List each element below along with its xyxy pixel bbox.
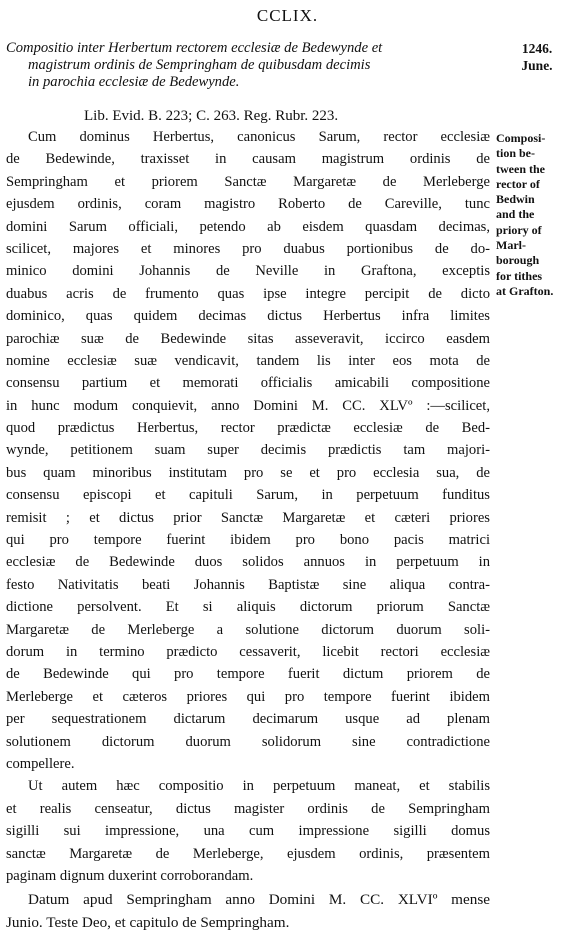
margin-note [496,131,574,299]
text-line: dictione persolvent. Et si aliquis dictorum priorum Sanctæ [6,599,490,616]
chapter-number: CCLIX. [256,6,319,25]
text-line: Datum apud Sempringham anno Domini M. CC. XLVIº mense [28,891,490,909]
text-line: festo Nativitatis beati Johannis Baptistæ sine aliqua contra- [6,576,490,593]
margin-note-line: rector of [496,176,540,191]
text-line: qui pro tempore fuerint ibidem pro bono pacis matrici [6,532,490,549]
text-line: wynde, petitionem suam super decimis prædictis tam majori- [6,442,490,459]
text-line: dorum in termino prædicto cessaverit, licebit rectori ecclesiæ [6,643,490,660]
document-heading [6,40,496,91]
text-line: Junio. Teste Deo, et capitulo de Sempringham. [6,913,290,931]
date-note [506,40,568,74]
text-line: parochiæ suæ de Bedewinde sitas asseveravit, iccirco easdem [6,330,490,347]
text-line: per sequestrationem dictarum decimarum usque ad plenam [6,711,490,728]
margin-note-line: at Grafton. [496,283,554,298]
heading-line: Compositio inter Herbertum rectorem ecclesiæ de Bedewynde et [6,40,383,56]
text-line: solutionem dictorum duorum solidorum sine contradictione [6,733,490,750]
text-line: compellere. [6,755,75,772]
text-line: consensu partium et memorati officialis amicabili compositione [6,375,490,392]
margin-note-line: for tithes [496,268,543,283]
text-line: bus quam minoribus institutam pro se et pro ecclesia sua, de [6,464,490,481]
text-line: minico domini Johannis de Neville in Graftona, exceptis [6,263,490,280]
text-line: domini Sarum officiali, petendo ab eisdem quasdam decimas, [6,218,490,235]
margin-note-line: tween the [496,161,545,176]
margin-note-line: priory of [496,222,542,237]
text-line: consensu episcopi et capituli Sarum, in perpetuum funditus [6,487,490,504]
text-line: Merleberge et cæteros priores qui pro tempore fuerint ibidem [6,688,490,705]
source-references: Lib. Evid. B. 223; C. 263. Reg. Rubr. 223. [84,108,339,124]
margin-note-line: Bedwin [496,192,535,207]
text-line: duabus acris de frumento quas ipse integre percipit de dicto [6,285,490,302]
text-line: de Bedewinde qui pro tempore fuerit dictum priorem de [6,666,490,683]
margin-note-line: and the [496,207,535,222]
text-line: de Bedewinde, traxisset in causam magistrum ordinis de [6,151,490,168]
text-line: Cum dominus Herbertus, canonicus Sarum, rector ecclesiæ [28,129,490,145]
text-line: Ut autem hæc compositio in perpetuum maneat, et stabilis [28,778,490,795]
margin-note-line: Composi- [496,131,546,145]
text-line: ecclesiæ de Bedewinde duos solidos annuos in perpetuum in [6,554,490,571]
margin-note-line: tion be- [496,146,535,161]
text-line: in hunc modum conquievit, anno Domini M. CC. XLVº :—scilicet, [6,397,490,414]
text-line: Margaretæ de Merleberge a solutione dictorum duorum soli- [6,621,490,638]
text-line: quod prædictus Herbertus, rector prædictæ ecclesiæ de Bed- [6,420,490,437]
heading-line: magistrum ordinis de Sempringham de quibusdam decimis [28,57,371,73]
text-line: Sempringham et priorem Sanctæ Margaretæ de Merleberge [6,173,490,190]
text-line: et realis censeatur, dictus magister ordinis de Sempringham [6,800,490,817]
text-line: dominico, quas quidem decimas dictus Herbertus infra limites [6,308,490,325]
heading-line: in parochia ecclesiæ de Bedewynde. [28,74,240,90]
text-line: remisit ; et dictus prior Sanctæ Margaretæ et cæteri priores [6,509,490,526]
date-month: June. [521,58,553,73]
text-line: paginam dignum duxerint corroborandam. [6,867,254,884]
date-year: 1246. [521,41,553,56]
text-line: scilicet, majores et minores pro duabus portionibus de do- [6,240,490,257]
text-line: sigilli sui impressione, una cum impressione sigilli domus [6,823,490,840]
text-line: ejusdem ordinis, coram magistro Roberto de Careville, tunc [6,196,490,213]
margin-note-line: Marl- [496,238,526,253]
charter-text [6,126,490,934]
text-line: sanctæ Margaretæ de Merleberge, ejusdem ordinis, præsentem [6,845,490,862]
text-line: nomine ecclesiæ suæ vendicavit, tandem lis inter eos mota de [6,352,490,369]
margin-note-line: borough [496,253,540,268]
